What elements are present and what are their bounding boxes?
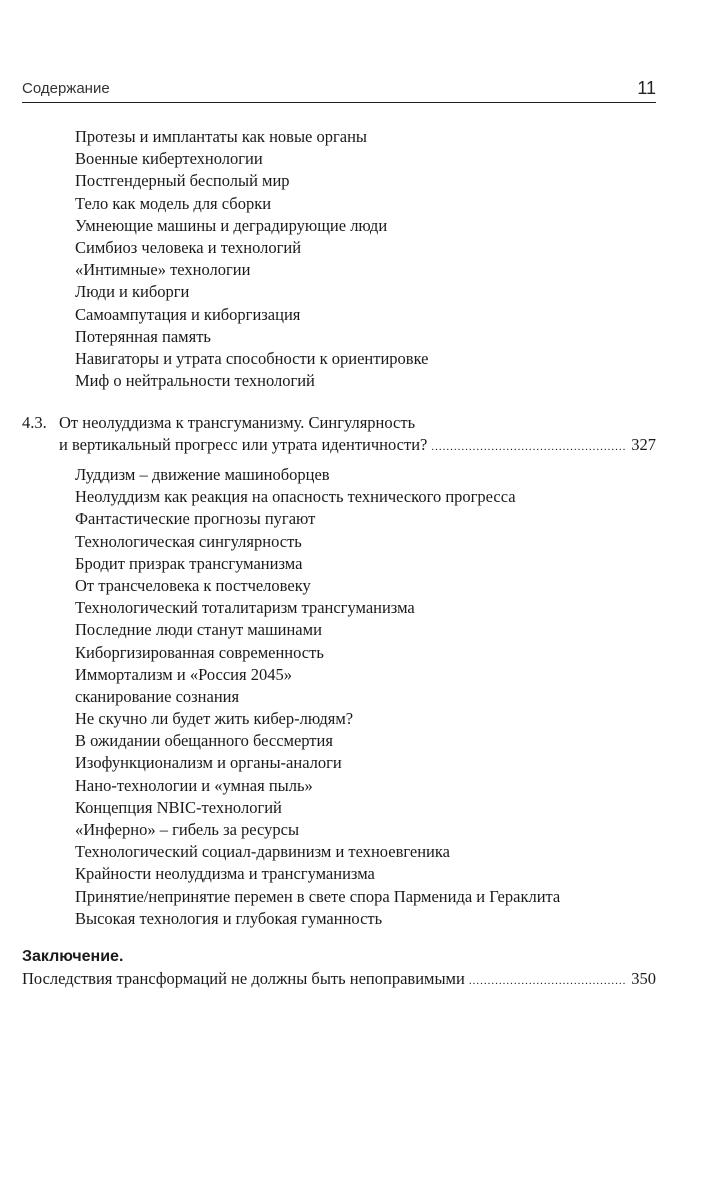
running-header-title: Содержание — [22, 80, 110, 97]
list-item: Концепция NBIC-технологий — [75, 797, 282, 817]
list-item: Последние люди станут машинами — [75, 620, 322, 640]
section-title-line2: и вертикальный прогресс или утрата идентичности? — [59, 435, 428, 454]
conclusion-page: 350 — [631, 969, 656, 988]
section-title-line1: От неолуддизма к трансгуманизму. Сингулярность — [59, 413, 416, 432]
conclusion-title: Последствия трансформаций не должны быть непоправимыми — [22, 969, 465, 988]
list-item: «Интимные» технологии — [75, 260, 251, 280]
list-item: Крайности неолуддизма и трансгуманизма — [75, 864, 375, 884]
list-item: Постгендерный бесполый мир — [75, 171, 290, 191]
list-item: Навигаторы и утрата способности к ориентировке — [75, 348, 429, 368]
list-item: Технологическая сингулярность — [75, 531, 302, 551]
list-item: Киборгизированная современность — [75, 642, 324, 662]
list-item: «Инферно» – гибель за ресурсы — [75, 820, 300, 839]
list-item: Симбиоз человека и технологий — [75, 237, 302, 257]
conclusion-title-row — [22, 968, 656, 992]
list-item: Люди и киборги — [75, 282, 190, 302]
list-item: Протезы и имплантаты как новые органы — [75, 127, 367, 146]
list-item: Умнеющие машины и деградирующие люди — [75, 215, 388, 235]
list-item: Иммортализм и «Россия 2045» — [75, 664, 292, 684]
list-item: Не скучно ли будет жить кибер-людям? — [75, 709, 354, 729]
section-number: 4.3. — [22, 413, 47, 432]
list-item: Фантастические прогнозы пугают — [75, 509, 316, 529]
list-item: Военные кибертехнологии — [75, 149, 263, 169]
list-item: Бродит призрак трансгуманизма — [75, 553, 303, 573]
page-number: 11 — [637, 78, 656, 98]
list-item: Луддизм – движение машиноборцев — [75, 465, 330, 484]
dot-leader — [469, 970, 627, 992]
list-item: сканирование сознания — [75, 686, 240, 706]
list-item: Тело как модель для сборки — [75, 193, 272, 213]
conclusion-heading: Заключение. — [22, 948, 124, 965]
subtopic-list-2 — [75, 464, 560, 930]
section-title-row — [59, 434, 656, 458]
list-item: В ожидании обещанного бессмертия — [75, 731, 333, 751]
list-item: Миф о нейтральности технологий — [75, 371, 315, 391]
list-item: Высокая технология и глубокая гуманность — [75, 908, 383, 928]
subtopic-list-1 — [75, 126, 429, 392]
list-item: Самоампутация и киборгизация — [75, 304, 301, 324]
section-page: 327 — [631, 435, 656, 454]
list-item: Неолуддизм как реакция на опасность технического прогресса — [75, 487, 516, 507]
list-item: Потерянная память — [75, 326, 211, 346]
dot-leader — [431, 436, 627, 458]
list-item: Принятие/непринятие перемен в свете спора Парменида и Гераклита — [75, 886, 561, 906]
running-header — [22, 78, 656, 103]
list-item: От трансчеловека к постчеловеку — [75, 575, 311, 595]
list-item: Изофункционализм и органы-аналоги — [75, 753, 342, 773]
list-item: Технологический тоталитаризм трансгуманизма — [75, 598, 415, 618]
list-item: Технологический социал-дарвинизм и техноевгеника — [75, 842, 450, 862]
list-item: Нано-технологии и «умная пыль» — [75, 775, 313, 795]
